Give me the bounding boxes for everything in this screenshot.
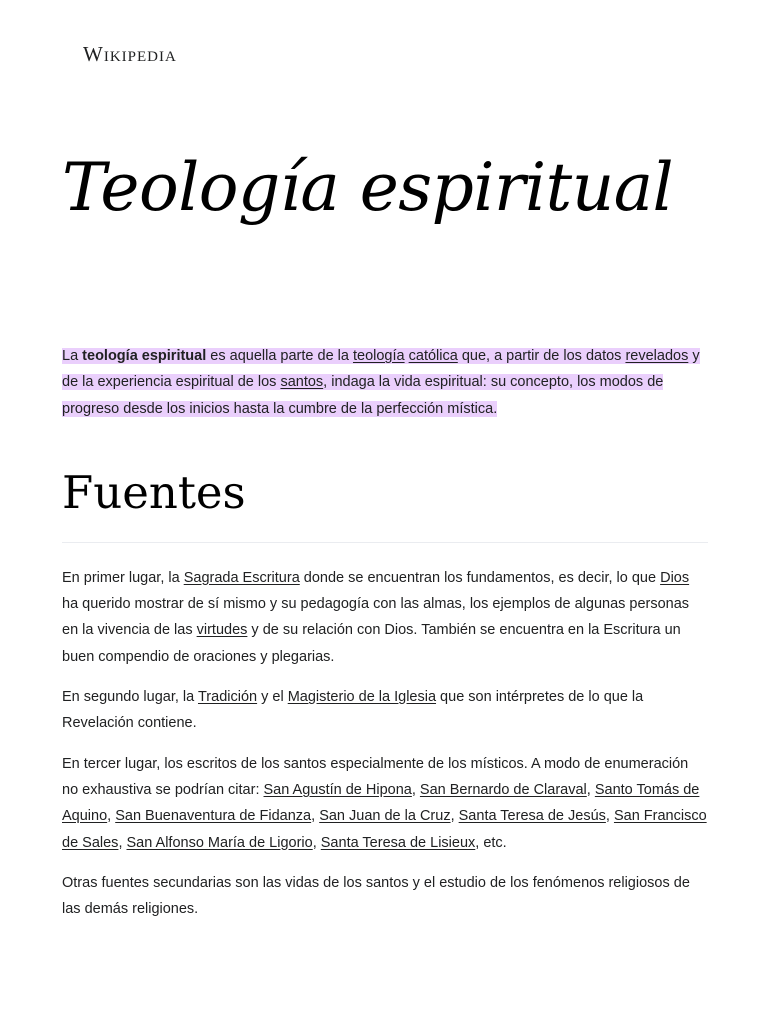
link-san-bernardo[interactable]: San Bernardo de Claraval [419,781,587,798]
paragraph-4: Otras fuentes secundarias son las vidas de los santos y el estudio de los fenómenos religiosos de las demás religiones. [62,874,690,918]
link-catolica[interactable]: católica [408,348,458,364]
link-santos[interactable]: santos [280,374,324,391]
link-virtudes[interactable]: virtudes [196,622,248,639]
link-santa-teresa-de-lisieux[interactable]: Santa Teresa de Lisieux [320,834,476,851]
link-san-agustin[interactable]: San Agustín de Hipona [263,781,412,798]
lead-bold-term: teología espiritual [82,348,207,364]
link-san-buenaventura[interactable]: San Buenaventura de Fidanza [115,808,312,825]
section-body [62,565,708,923]
link-dios[interactable]: Dios [660,569,690,586]
paragraph-3: En tercer lugar, los escritos de los santos especialmente de los místicos. A modo de enumeración no exhaustiva se podrían citar: San Agustín de Hipona, San Bernardo de Claraval, Santo Tomás de Aquino, San Buenaventura de Fidanza, San Juan de la Cruz, Santa Teresa de Jesús, San Francisco de Sales, San Alfonso María de Ligorio, Santa Teresa de Lisieux, etc. [62,755,707,851]
link-san-francisco-de-sales[interactable]: San Francisco de Sales [62,808,707,851]
link-sagrada-escritura[interactable]: Sagrada Escritura [183,569,300,586]
lead-paragraph [62,343,708,422]
link-teologia[interactable]: teología [352,348,405,364]
link-magisterio[interactable]: Magisterio de la Iglesia [287,689,437,706]
paragraph-1: En primer lugar, la Sagrada Escritura donde se encuentran los fundamentos, es decir, lo que Dios ha querido mostrar de sí mismo y su pedagogía con las almas, los ejemplos de algunas personas en la vivencia de las virtudes y de su relación con Dios. También se encuentra en la Escritura un buen compendio de oraciones y plegarias. [62,569,690,665]
link-santo-tomas[interactable]: Santo Tomás de Aquino [62,781,700,825]
paragraph-2: En segundo lugar, la Tradición y el Magisterio de la Iglesia que son intérpretes de lo que la Revelación contiene. [62,689,644,732]
page-title: Teología espiritual [62,149,674,226]
link-santa-teresa-de-jesus[interactable]: Santa Teresa de Jesús [458,808,606,825]
section-heading-fuentes: Fuentes [62,466,708,543]
lead-highlight: La teología espiritual es aquella parte de la teología católica que, a partir de los datos revelados y de la experiencia espiritual de los santos, indaga la vida espiritual: su concepto, los modos de progreso desde los inicios hasta la cumbre de la perfección mística. [62,348,700,417]
link-tradicion[interactable]: Tradición [197,689,258,706]
link-san-juan-de-la-cruz[interactable]: San Juan de la Cruz [319,808,451,825]
link-revelados[interactable]: revelados [625,348,689,364]
wikipedia-logo[interactable]: Wikipedia [83,42,177,66]
link-san-alfonso[interactable]: San Alfonso María de Ligorio [126,834,313,851]
article-content [62,343,708,936]
